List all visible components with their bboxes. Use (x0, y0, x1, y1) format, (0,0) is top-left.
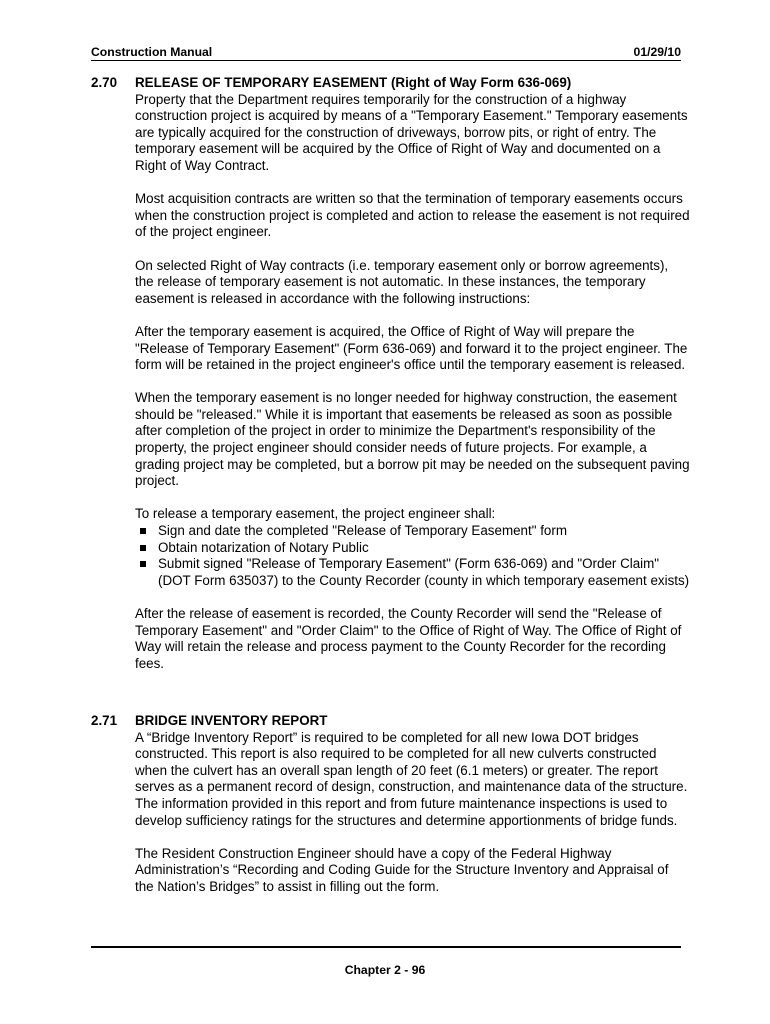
square-bullet-icon (140, 561, 146, 567)
manual-title: Construction Manual (91, 45, 213, 59)
section-number: 2.71 (91, 713, 118, 728)
page-number: Chapter 2 - 96 (344, 963, 426, 977)
section-body (135, 75, 690, 689)
section-title: BRIDGE INVENTORY REPORT (135, 713, 328, 728)
paragraph: Property that the Department requires temporarily for the construction of a highway construction project is acquired by means of a "Temporary Easement." Temporary easements are typically acquired for the construction of driveways, borrow pits, or right of entry. The temporary easement will be acquired by the Office of Right of Way and documented on a Right of Way Contract. (135, 91, 688, 173)
list-item (135, 556, 690, 589)
section-body (135, 713, 690, 912)
list-item-text: Obtain notarization of Notary Public (158, 539, 369, 555)
list-item-text: Submit signed "Release of Temporary Easement" (Form 636-069) and "Order Claim" (DOT Form 635037) to the County Recorder (county in which temporary easement exists) (158, 556, 690, 588)
section-title: RELEASE OF TEMPORARY EASEMENT (Right of Way Form 636-069) (135, 75, 572, 90)
revision-date: 01/29/10 (633, 45, 681, 59)
paragraph: On selected Right of Way contracts (i.e. temporary easement only or borrow agreements), the release of temporary easement is not automatic. In these instances, the temporary easement is released in accordance with the following instructions: (135, 257, 669, 306)
instruction-list (135, 523, 690, 589)
footer-divider (91, 946, 681, 948)
list-item-text: Sign and date the completed "Release of Temporary Easement" form (158, 523, 567, 539)
section-number: 2.70 (91, 75, 118, 90)
paragraph: The Resident Construction Engineer should have a copy of the Federal Highway Administration’s “Recording and Coding Guide for the Structure Inventory and Appraisal of the Nation’s Bridges” to assist in filling out the form. (135, 845, 669, 894)
list-item (135, 540, 690, 557)
paragraph: When the temporary easement is no longer needed for highway construction, the easement should be "released." While it is important that easements be released as soon as possible after completion of the project in order to minimize the Department's responsibility of the property, the project engineer should consider needs of future projects. For example, a grading project may be completed, but a borrow pit may be needed on the subsequent paving project. (135, 390, 690, 489)
square-bullet-icon (140, 545, 146, 551)
paragraph: A “Bridge Inventory Report” is required to be completed for all new Iowa DOT bridges constructed. This report is also required to be completed for all new culverts constructed when the culvert has an overall span length of 20 feet (6.1 meters) or greater. The report serves as a permanent record of design, construction, and maintenance data of the structure. The information provided in this report and from future maintenance inspections is used to develop sufficiency ratings for the structures and determine apportionments of bridge funds. (135, 729, 688, 828)
paragraph: After the release of easement is recorded, the County Recorder will send the "Release of Temporary Easement" and "Order Claim" to the Office of Right of Way. The Office of Right of Way will retain the release and process payment to the County Recorder for the recording fees. (135, 606, 682, 671)
list-intro: To release a temporary easement, the project engineer shall: (135, 506, 496, 522)
paragraph: After the temporary easement is acquired, the Office of Right of Way will prepare the "Release of Temporary Easement" (Form 636-069) and forward it to the project engineer. The form will be retained in the project engineer's office until the temporary easement is released. (135, 323, 688, 373)
paragraph: Most acquisition contracts are written so that the termination of temporary easements occurs when the construction project is completed and action to release the easement is not required of the project engineer. (135, 191, 690, 240)
page-header (91, 44, 681, 61)
square-bullet-icon (140, 528, 146, 534)
list-item (135, 523, 690, 540)
